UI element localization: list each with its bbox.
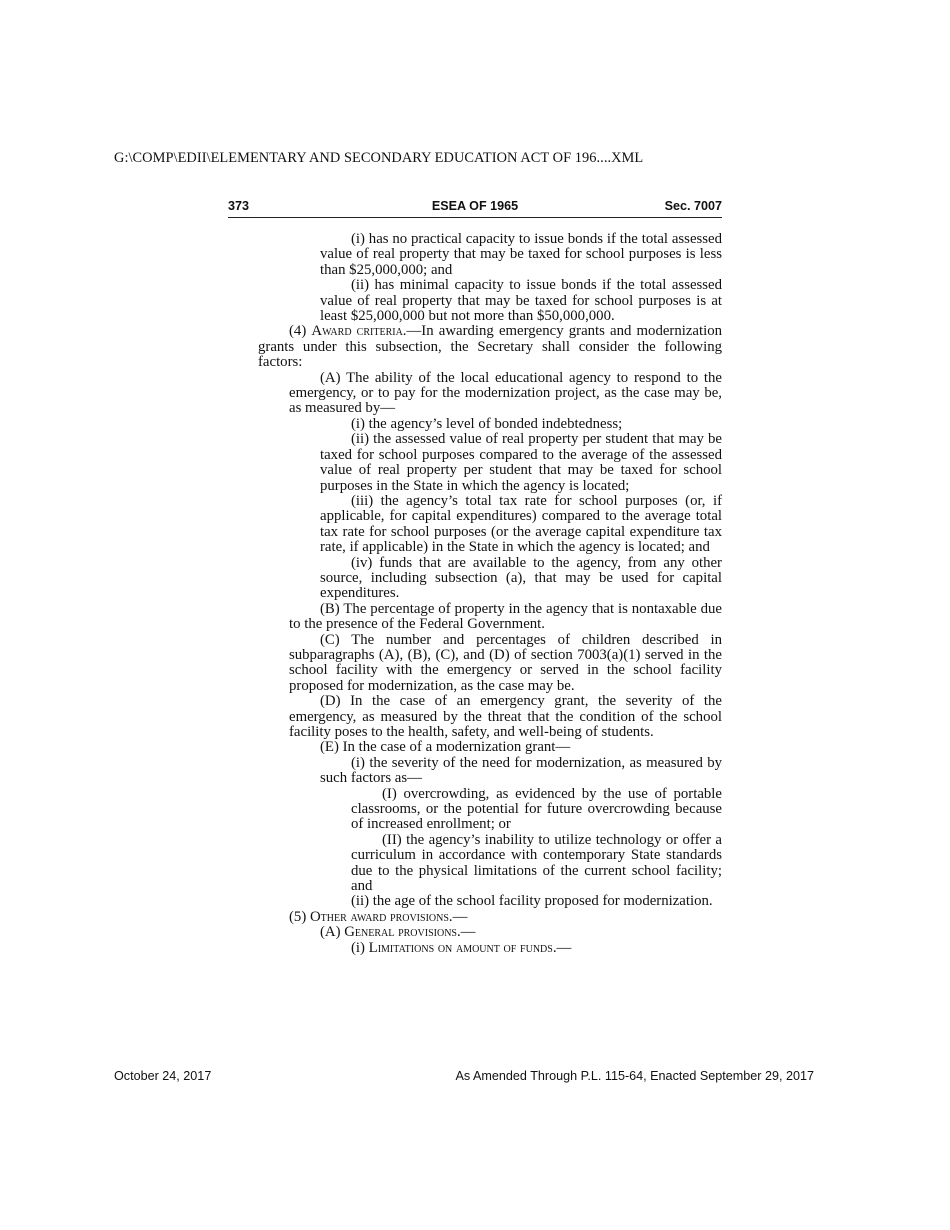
section-heading: Other award provisions [309,908,449,925]
section-heading: Award criteria [311,323,403,340]
section-heading: Limitations on amount of funds [368,939,553,956]
paragraph: (E) In the case of a modernization grant— [320,739,571,756]
paragraph: (A) The ability of the local educational agency to respond to the emergency, or to pay for the modernization project, as the case may be, as measured by— [289,369,722,417]
paragraph: (ii) has minimal capacity to issue bonds if the total assessed value of real property that may be taxed for school purposes is at least $25,000,000 but not more than $50,000,000. [320,277,722,325]
section-heading: General provisions [344,924,457,941]
paragraph: (ii) the age of the school facility proposed for modernization. [351,893,713,910]
footer-amended: As Amended Through P.L. 115-64, Enacted September 29, 2017 [455,1069,814,1083]
paragraph: (II) the agency’s inability to utilize technology or offer a curriculum in accordance with contemporary State standards due to the physical limitations of the current school facility; and [351,831,722,895]
header-page-number: 373 [228,199,250,213]
header-title: ESEA OF 1965 [431,199,519,213]
footer-date: October 24, 2017 [114,1069,212,1083]
file-path: G:\COMP\EDII\ELEMENTARY AND SECONDARY EDUCATION ACT OF 196....XML [114,150,644,166]
paragraph: (5) Other award provisions.— [289,908,468,925]
document-body [258,232,722,956]
paragraph: (iii) the agency’s total tax rate for school purposes (or, if applicable, for capital expenditures) compared to the average total tax rate for school purposes (or the average capital expenditure tax rate, if applicable) in the State in which the agency is located; and [320,492,722,556]
paragraph: (A) General provisions.— [320,924,476,941]
header-section: Sec. 7007 [664,199,722,213]
paragraph: (i) has no practical capacity to issue bonds if the total assessed value of real property that may be taxed for school purposes is less than $25,000,000; and [320,231,722,278]
paragraph: (i) the agency’s level of bonded indebtedness; [351,415,623,432]
paragraph: (I) overcrowding, as evidenced by the use of portable classrooms, or the potential for future overcrowding because of increased enrollment; or [351,785,722,833]
paragraph: (i) the severity of the need for modernization, as measured by such factors as— [320,754,722,787]
paragraph: (D) In the case of an emergency grant, the severity of the emergency, as measured by the threat that the condition of the school facility poses to the health, safety, and well-being of students. [289,693,722,740]
paragraph: (iv) funds that are available to the agency, from any other source, including subsection (a), that may be used for capital expenditures. [320,554,722,602]
paragraph: (4) Award criteria.—In awarding emergency grants and modernization grants under this subsection, the Secretary shall consider the following factors: [258,323,723,371]
paragraph: (B) The percentage of property in the agency that is nontaxable due to the presence of the Federal Government. [289,600,722,633]
paragraph: (ii) the assessed value of real property per student that may be taxed for school purposes compared to the average of the assessed value of real property per student that may be taxed for school purposes in the State in which the agency is located; [320,431,722,494]
page-header [228,197,722,218]
paragraph: (i) Limitations on amount of funds.— [351,939,572,956]
paragraph: (C) The number and percentages of children described in subparagraphs (A), (B), (C), and (D) of section 7003(a)(1) served in the school facility with the emergency or served in the school facility proposed for modernization, as the case may be. [289,631,722,694]
